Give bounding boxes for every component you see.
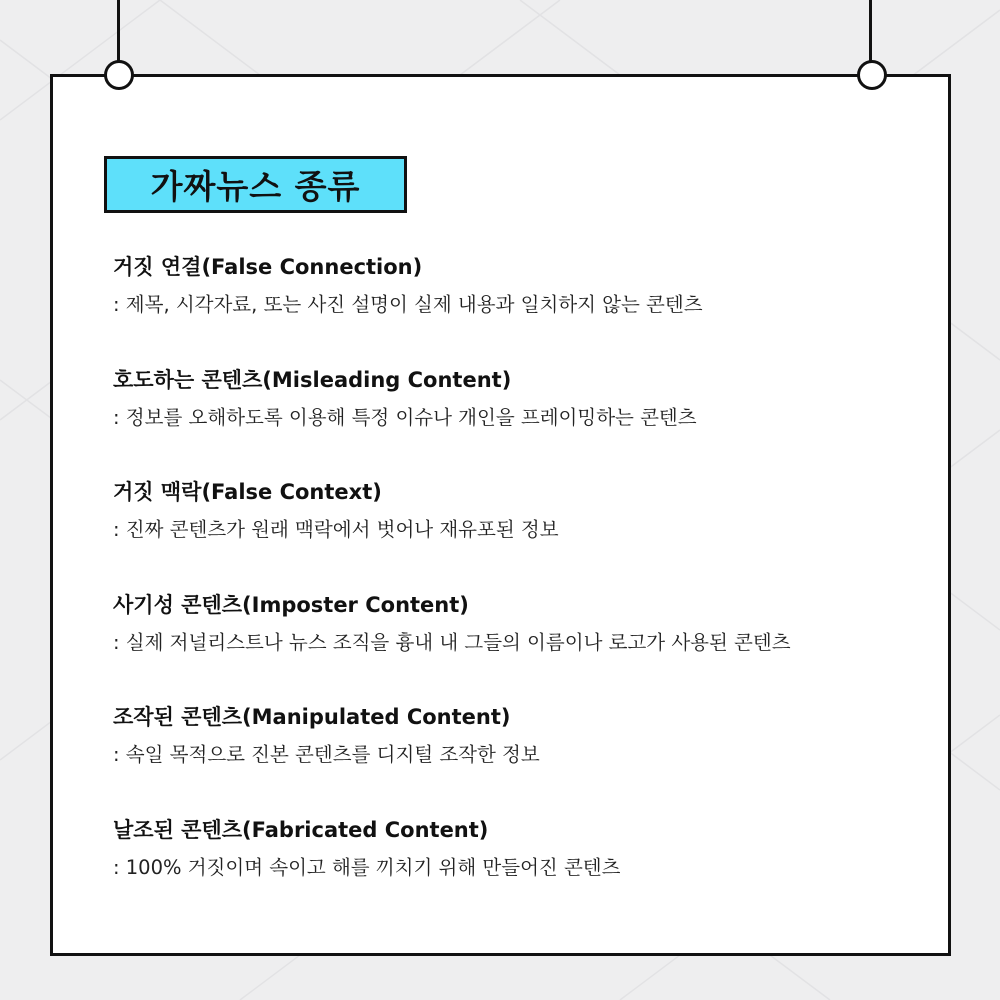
list-item [113,366,697,432]
item-heading: 사기성 콘텐츠(Imposter Content) [113,593,469,617]
item-heading: 조작된 콘텐츠(Manipulated Content) [113,705,511,729]
item-description: : 제목, 시각자료, 또는 사진 설명이 실제 내용과 일치하지 않는 콘텐츠 [113,293,703,316]
item-heading: 거짓 연결(False Connection) [113,255,423,279]
item-description: : 실제 저널리스트나 뉴스 조직을 흉내 내 그들의 이름이나 로고가 사용된 콘텐츠 [113,631,791,654]
list-item [113,478,559,544]
hanging-string-left [117,0,120,62]
list-item [113,591,791,657]
item-description: : 정보를 오해하도록 이용해 특정 이슈나 개인을 프레이밍하는 콘텐츠 [113,406,697,429]
page-title: 가짜뉴스 종류 [150,167,361,206]
title-box [104,156,407,213]
list-item [113,703,540,769]
item-description: : 진짜 콘텐츠가 원래 맥락에서 벗어나 재유포된 정보 [113,518,559,541]
item-heading: 호도하는 콘텐츠(Misleading Content) [113,368,512,392]
pin-right [857,60,887,90]
hanging-string-right [869,0,872,62]
item-heading: 거짓 맥락(False Context) [113,480,382,504]
pin-left [104,60,134,90]
item-description: : 100% 거짓이며 속이고 해를 끼치기 위해 만들어진 콘텐츠 [113,856,621,879]
list-item [113,816,620,882]
item-description: : 속일 목적으로 진본 콘텐츠를 디지털 조작한 정보 [113,743,540,766]
list-item [113,253,703,319]
item-heading: 날조된 콘텐츠(Fabricated Content) [113,818,489,842]
